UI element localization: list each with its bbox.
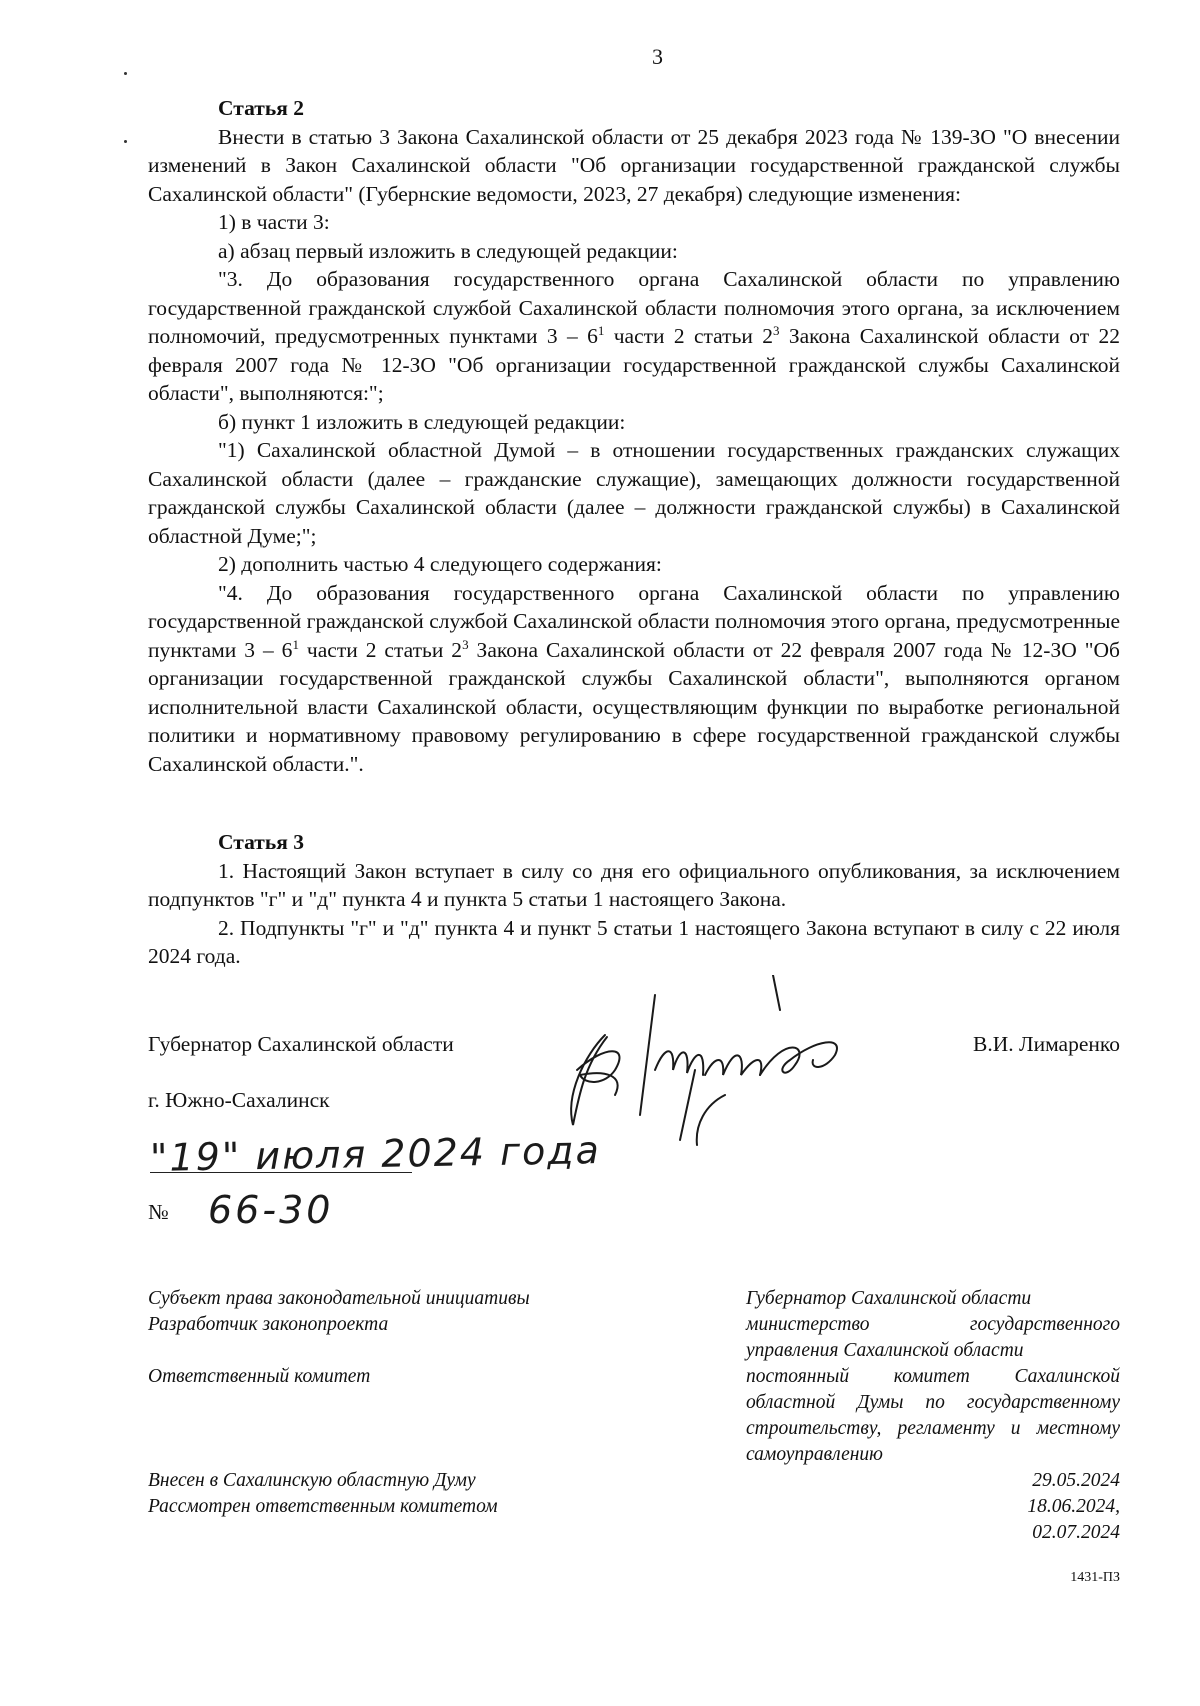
article-2-heading: Статья 2 (218, 96, 304, 120)
law-number-label: № (148, 1200, 169, 1224)
footer-label-reviewed: Рассмотрен ответственным комитетом (148, 1496, 498, 1517)
date-underline (150, 1172, 412, 1173)
article-3-heading: Статья 3 (218, 830, 304, 854)
scan-speck (124, 72, 127, 75)
document-reference-code: 1431-ПЗ (1070, 1570, 1120, 1585)
footer-label-subject: Субъект права законодательной инициативы (148, 1288, 530, 1309)
article-2-item-1: 1) в части 3: (218, 210, 330, 234)
article-2-quote-4: "4. До образования государственного органа Сахалинской области по управлению государственной гражданской службой Сахалинской области полномочия этого органа, предусмотренные пунктами $3 - 6^1$ части 2 статьи $2^3$ Закона Сахалинской области от 22 февраля 2007 года № 12-ЗО "Об организации государственной гражданской службы Сахалинской области", выполняются органом исполнительной власти Сахалинской области, осуществляющим функции по выработке региональной политики и нормативному правовому регулированию в сфере государственной гражданской службы Сахалинской области.". (148, 580, 1120, 776)
footer-developer-value: министерство государственного управления Сахалинской области (746, 1314, 1120, 1361)
footer-date-reviewed-2: 02.07.2024 (1032, 1522, 1120, 1543)
signatory-name: В.И. Лимаренко (973, 1032, 1120, 1056)
footer-date-submitted: 29.05.2024 (1032, 1470, 1120, 1491)
article-2-item-1b: б) пункт 1 изложить в следующей редакции: (218, 409, 626, 434)
article-2-item-1a: а) абзац первый изложить в следующей редакции: (218, 238, 678, 263)
page-number: 3 (652, 44, 663, 69)
article-2-intro: Внести в статью 3 Закона Сахалинской области от 25 декабря 2023 года № 139-ЗО "О внесении изменений в Закон Сахалинской области "Об организации государственной гражданской службы Сахалинской области" (Губернские ведомости, 2023, 27 декабря) следующие изменения: (148, 124, 1120, 206)
footer-label-submitted: Внесен в Сахалинскую областную Думу (148, 1470, 476, 1491)
handwritten-signature (545, 975, 875, 1150)
footer-label-developer: Разработчик законопроекта (148, 1314, 389, 1335)
footer-committee-value: постоянный комитет Сахалинской областной Думы по государственному строительству, регламенту и местному самоуправлению (746, 1366, 1120, 1465)
footer-subject-value: Губернатор Сахалинской области (746, 1288, 1032, 1309)
article-2-item-2: 2) дополнить частью 4 следующего содержания: (218, 552, 662, 576)
scan-speck (124, 140, 127, 143)
article-3-p1: 1. Настоящий Закон вступает в силу со дня его официального опубликования, за исключением подпунктов "г" и "д" пункта 4 и пункта 5 статьи 1 настоящего Закона. (148, 858, 1120, 911)
signatory-position: Губернатор Сахалинской области (148, 1032, 454, 1056)
footer-date-reviewed-1: 18.06.2024, (1027, 1496, 1120, 1517)
article-2 (148, 94, 1120, 778)
handwritten-date: "19" июля 2024 года (149, 1128, 602, 1180)
footer-label-committee: Ответственный комитет (148, 1366, 371, 1387)
article-2-quote-3: "3. До образования государственного органа Сахалинской области по управлению государственной гражданской службой Сахалинской области полномочия этого органа, за исключением полномочий, предусмотренных пунктами $3 - 6^1$ части 2 статьи $2^3$ Закона Сахалинской области от 22 февраля 2007 года № 12-ЗО "Об организации государственной гражданской службы Сахалинской области", выполняются:"; (148, 267, 1120, 405)
article-3 (148, 828, 1120, 971)
article-2-quote-1: "1) Сахалинской областной Думой – в отношении государственных гражданских служащих Сахалинской области (далее – гражданские служащие), замещающих должности государственной гражданской службы Сахалинской области (далее – должности гражданской службы) в Сахалинской областной Думе;"; (148, 438, 1120, 548)
handwritten-law-number: 66-30 (208, 1188, 334, 1232)
article-3-p2: 2. Подпункты "г" и "д" пункта 4 и пункт 5 статьи 1 настоящего Закона вступают в силу с 22 июля 2024 года. (148, 915, 1120, 968)
signing-city: г. Южно-Сахалинск (148, 1088, 330, 1112)
